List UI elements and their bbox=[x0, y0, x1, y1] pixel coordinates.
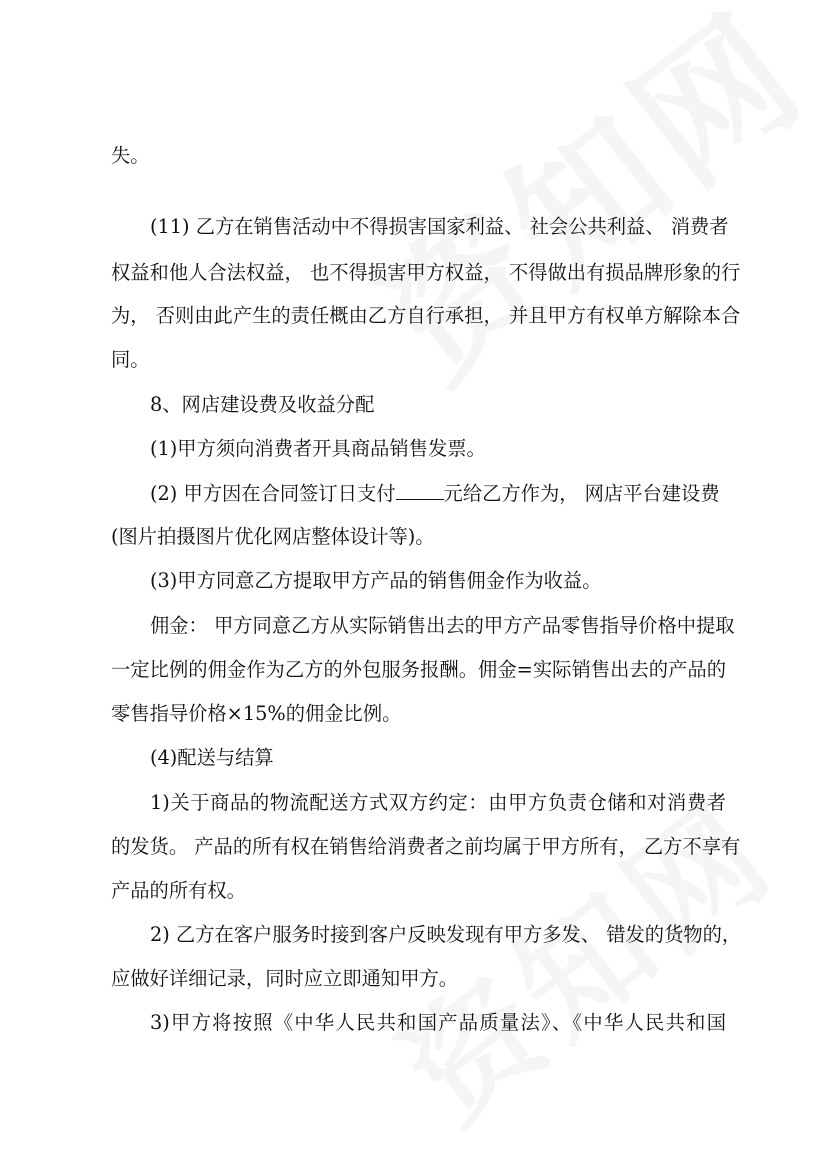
section-heading: 8、网店建设费及收益分配 bbox=[150, 393, 375, 416]
section-heading: (4)配送与结算 bbox=[150, 746, 274, 769]
text-line: 失。 bbox=[111, 144, 150, 167]
text-line: (11) 乙方在销售活动中不得损害国家利益、 社会公共利益、 消费者 bbox=[150, 215, 729, 238]
text-line: (1)甲方须向消费者开具商品销售发票。 bbox=[150, 437, 486, 460]
text-line: 权益和他人合法权益， 也不得损害甲方权益， 不得做出有损品牌形象的行 bbox=[111, 261, 741, 284]
text-line: 零售指导价格×15%的佣金比例。 bbox=[111, 702, 402, 725]
text-line: 应做好详细记录，同时应立即通知甲方。 bbox=[111, 967, 459, 990]
text-line: 的发货。 产品的所有权在销售给消费者之前均属于甲方所有， 乙方不享有 bbox=[111, 835, 741, 858]
text-segment: (2) 甲方因在合同签订日支付 bbox=[150, 482, 396, 505]
text-line: 佣金： 甲方同意乙方从实际销售出去的甲方产品零售指导价格中提取 bbox=[150, 614, 735, 637]
text-line: 为， 否则由此产生的责任概由乙方自行承担， 并且甲方有权单方解除本合 bbox=[111, 304, 741, 327]
blank-field bbox=[396, 481, 444, 500]
text-line: 2) 乙方在客户服务时接到客户反映发现有甲方多发、 错发的货物的， bbox=[150, 923, 742, 946]
text-line-with-blank bbox=[150, 481, 726, 506]
text-line: 一定比例的佣金作为乙方的外包服务报酬。佣金=实际销售出去的产品的 bbox=[111, 658, 726, 681]
text-line: (图片拍摄图片优化网店整体设计等)。 bbox=[111, 525, 435, 548]
text-line: (3)甲方同意乙方提取甲方产品的销售佣金作为收益。 bbox=[150, 569, 602, 592]
text-line: 同。 bbox=[111, 348, 150, 371]
text-line: 1)关于商品的物流配送方式双方约定：由甲方负责仓储和对消费者 bbox=[150, 791, 726, 814]
watermark-text bbox=[330, 0, 830, 420]
text-line: 3)甲方将按照《中华人民共和国产品质量法》、《中华人民共和国 bbox=[150, 1011, 726, 1034]
text-line: 产品的所有权。 bbox=[111, 879, 246, 902]
text-segment: 元给乙方作为， 网店平台建设费 bbox=[443, 482, 720, 505]
